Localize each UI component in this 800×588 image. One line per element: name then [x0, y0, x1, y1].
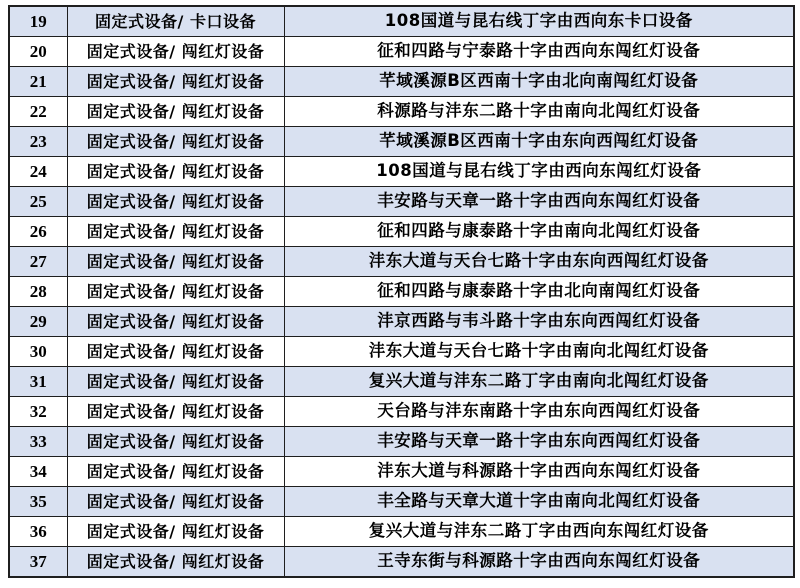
- row-number-cell: 20: [9, 37, 67, 67]
- table-row: [9, 397, 794, 427]
- row-number-cell: 23: [9, 127, 67, 157]
- table-row: [9, 487, 794, 517]
- device-type-cell: 固定式设备/ 闯红灯设备: [67, 67, 284, 97]
- device-type-cell: 固定式设备/ 闯红灯设备: [67, 157, 284, 187]
- row-number-cell: 34: [9, 457, 67, 487]
- row-number-cell: 32: [9, 397, 67, 427]
- table-row: [9, 457, 794, 487]
- device-type-cell: 固定式设备/ 闯红灯设备: [67, 337, 284, 367]
- location-desc-cell: 108国道与昆右线丁字由西向东卡口设备: [284, 6, 794, 37]
- device-type-cell: 固定式设备/ 闯红灯设备: [67, 277, 284, 307]
- location-desc-cell: 沣东大道与天台七路十字由南向北闯红灯设备: [284, 337, 794, 367]
- device-type-cell: 固定式设备/ 闯红灯设备: [67, 487, 284, 517]
- device-type-cell: 固定式设备/ 闯红灯设备: [67, 97, 284, 127]
- table-row: [9, 67, 794, 97]
- location-desc-cell: 沣京西路与韦斗路十字由东向西闯红灯设备: [284, 307, 794, 337]
- table-row: [9, 127, 794, 157]
- table-body: [9, 6, 794, 577]
- table-row: [9, 277, 794, 307]
- location-desc-cell: 征和四路与宁泰路十字由西向东闯红灯设备: [284, 37, 794, 67]
- device-type-cell: 固定式设备/ 闯红灯设备: [67, 367, 284, 397]
- row-number-cell: 19: [9, 6, 67, 37]
- location-desc-cell: 丰安路与天章一路十字由西向东闯红灯设备: [284, 187, 794, 217]
- device-type-cell: 固定式设备/ 闯红灯设备: [67, 187, 284, 217]
- location-desc-cell: 沣东大道与天台七路十字由东向西闯红灯设备: [284, 247, 794, 277]
- location-desc-cell: 征和四路与康泰路十字由北向南闯红灯设备: [284, 277, 794, 307]
- row-number-cell: 35: [9, 487, 67, 517]
- table-row: [9, 187, 794, 217]
- table-row: [9, 217, 794, 247]
- location-desc-cell: 科源路与沣东二路十字由南向北闯红灯设备: [284, 97, 794, 127]
- row-number-cell: 27: [9, 247, 67, 277]
- row-number-cell: 25: [9, 187, 67, 217]
- location-desc-cell: 征和四路与康泰路十字由南向北闯红灯设备: [284, 217, 794, 247]
- row-number-cell: 24: [9, 157, 67, 187]
- table-row: [9, 157, 794, 187]
- device-type-cell: 固定式设备/ 闯红灯设备: [67, 247, 284, 277]
- location-desc-cell: 108国道与昆右线丁字由西向东闯红灯设备: [284, 157, 794, 187]
- device-type-cell: 固定式设备/ 闯红灯设备: [67, 457, 284, 487]
- location-desc-cell: 王寺东街与科源路十字由西向东闯红灯设备: [284, 547, 794, 578]
- table-row: [9, 6, 794, 37]
- table-row: [9, 427, 794, 457]
- row-number-cell: 30: [9, 337, 67, 367]
- location-desc-cell: 芊域溪源B区西南十字由北向南闯红灯设备: [284, 67, 794, 97]
- device-type-cell: 固定式设备/ 卡口设备: [67, 6, 284, 37]
- device-type-cell: 固定式设备/ 闯红灯设备: [67, 517, 284, 547]
- device-type-cell: 固定式设备/ 闯红灯设备: [67, 547, 284, 578]
- table-row: [9, 547, 794, 578]
- location-desc-cell: 芊域溪源B区西南十字由东向西闯红灯设备: [284, 127, 794, 157]
- row-number-cell: 26: [9, 217, 67, 247]
- device-type-cell: 固定式设备/ 闯红灯设备: [67, 37, 284, 67]
- table-row: [9, 37, 794, 67]
- device-type-cell: 固定式设备/ 闯红灯设备: [67, 217, 284, 247]
- device-type-cell: 固定式设备/ 闯红灯设备: [67, 397, 284, 427]
- device-type-cell: 固定式设备/ 闯红灯设备: [67, 307, 284, 337]
- row-number-cell: 37: [9, 547, 67, 578]
- location-desc-cell: 复兴大道与沣东二路丁字由西向东闯红灯设备: [284, 517, 794, 547]
- table-row: [9, 337, 794, 367]
- row-number-cell: 22: [9, 97, 67, 127]
- table-row: [9, 97, 794, 127]
- location-desc-cell: 丰全路与天章大道十字由南向北闯红灯设备: [284, 487, 794, 517]
- row-number-cell: 29: [9, 307, 67, 337]
- location-desc-cell: 复兴大道与沣东二路丁字由南向北闯红灯设备: [284, 367, 794, 397]
- device-location-table: [8, 5, 795, 578]
- row-number-cell: 21: [9, 67, 67, 97]
- row-number-cell: 33: [9, 427, 67, 457]
- row-number-cell: 28: [9, 277, 67, 307]
- device-type-cell: 固定式设备/ 闯红灯设备: [67, 427, 284, 457]
- row-number-cell: 36: [9, 517, 67, 547]
- location-desc-cell: 丰安路与天章一路十字由东向西闯红灯设备: [284, 427, 794, 457]
- location-desc-cell: 沣东大道与科源路十字由西向东闯红灯设备: [284, 457, 794, 487]
- table-row: [9, 247, 794, 277]
- device-type-cell: 固定式设备/ 闯红灯设备: [67, 127, 284, 157]
- table-row: [9, 307, 794, 337]
- table-row: [9, 517, 794, 547]
- row-number-cell: 31: [9, 367, 67, 397]
- table-row: [9, 367, 794, 397]
- location-desc-cell: 天台路与沣东南路十字由东向西闯红灯设备: [284, 397, 794, 427]
